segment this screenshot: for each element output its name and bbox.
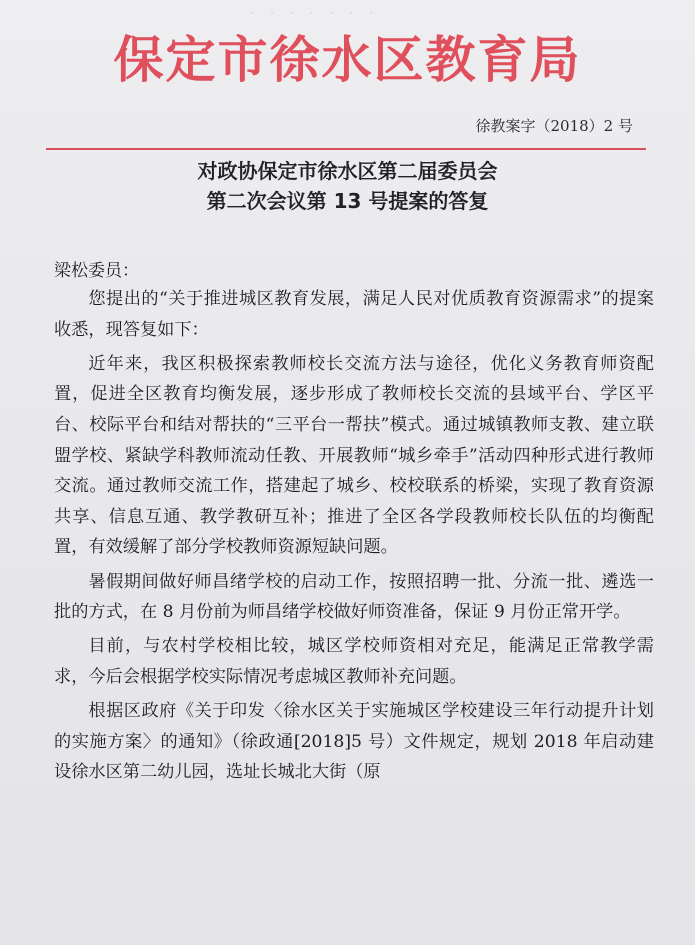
letter-body — [54, 284, 654, 791]
paragraph: 您提出的“关于推进城区教育发展，满足人民对优质教育资源需求”的提案收悉，现答复如下： — [54, 289, 654, 340]
subject-line-2: 第二次会议第 13 号提案的答复 — [206, 189, 489, 213]
letterhead-title: 保定市徐水区教育局 — [113, 31, 582, 89]
red-divider-line — [46, 148, 646, 150]
paragraph: 目前，与农村学校相比较，城区学校师资相对充足，能满足正常教学需求，今后会根据学校实际情况考虑城区教师补充问题。 — [54, 636, 654, 687]
document-number: 徐教案字（2018）2 号 — [475, 117, 633, 135]
paragraph: 根据区政府《关于印发〈徐水区关于实施城区学校建设三年行动提升计划的实施方案〉的通知》（徐政通[2018]5 号）文件规定，规划 2018 年启动建设徐水区第二幼儿园，选址长城北大街（原 — [54, 701, 654, 783]
paragraph: 近年来，我区积极探索教师校长交流方法与途径，优化义务教育师资配置，促进全区教育均衡发展，逐步形成了教师校长交流的县域平台、学区平台、校际平台和结对帮扶的“三平台一帮扶”模式。通过城镇教师支教、建立联盟学校、紧缺学科教师流动任教、开展教师“城乡牵手”活动四种形式进行教师交流。通过教师交流工作，搭建起了城乡、校校联系的桥梁，实现了教育资源共享、信息互通、教学教研互补；推进了全区各学段教师校长队伍的均衡配置，有效缓解了部分学校教师资源短缺问题。 — [54, 353, 654, 558]
paragraph: 暑假期间做好师昌绪学校的启动工作，按照招聘一批、分流一批、遴选一批的方式，在 8 月份前为师昌绪学校做好师资准备，保证 9 月份正常开学。 — [54, 571, 654, 623]
bleed-through-text: · · · · · · · — [250, 4, 374, 22]
subject-line-1: 对政协保定市徐水区第二届委员会 — [197, 159, 498, 183]
salutation: 梁松委员： — [54, 261, 139, 281]
